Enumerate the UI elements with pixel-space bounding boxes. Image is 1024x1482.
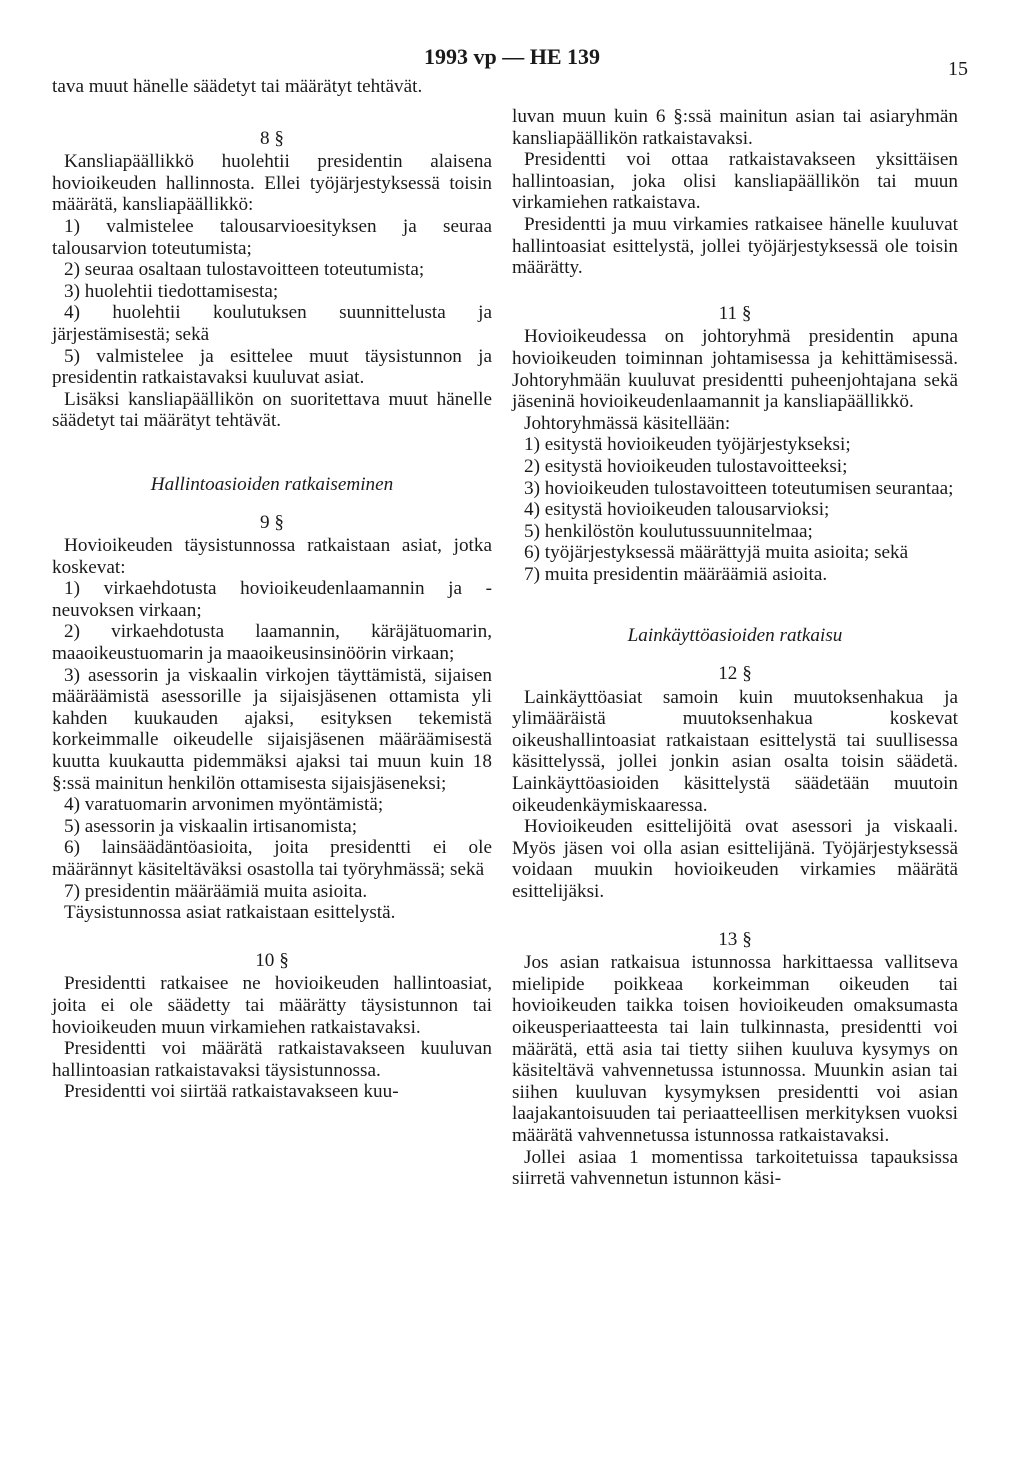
page-number: 15 bbox=[948, 58, 968, 80]
paragraph: 3) huolehtii tiedottamisesta; bbox=[64, 280, 279, 302]
paragraph: 5) asessorin ja viskaalin irtisanomista; bbox=[64, 815, 358, 837]
paragraph: 5) henkilöstön koulutussuunnitelmaa; bbox=[524, 520, 813, 542]
paragraph: 2) esitystä hovioikeuden tulostavoitteeksi; bbox=[524, 455, 848, 477]
paragraph: 2) virkaehdotusta laamannin, käräjätuomarin, maaoikeustuomarin ja maaoikeusinsinöörin virkaan; bbox=[52, 621, 492, 665]
paragraph: 7) presidentin määräämiä muita asioita. bbox=[64, 880, 368, 902]
paragraph: Kansliapäällikkö huolehtii presidentin alaisena hovioikeuden hallinnosta. Ellei työjärjestyksessä toisin määrätä, kansliapäällikkö: bbox=[52, 151, 492, 216]
paragraph: Hovioikeuden esittelijöitä ovat asessori ja viskaali. Myös jäsen voi olla asian esittelijänä. Työjärjestyksessä voidaan muukin hovioikeuden virkamies määrätä esittelijäksi. bbox=[512, 816, 958, 902]
page-header bbox=[0, 44, 1024, 80]
section-number: 9 § bbox=[260, 511, 284, 533]
paragraph: tava muut hänelle säädetyt tai määrätyt tehtävät. bbox=[52, 76, 423, 97]
section-number: 12 § bbox=[718, 663, 752, 685]
paragraph: Presidentti voi ottaa ratkaistavakseen yksittäisen hallintoasian, joka olisi kansliapäällikön tai muun virkamiehen ratkaistava. bbox=[512, 149, 958, 214]
paragraph: 4) varatuomarin arvonimen myöntämistä; bbox=[64, 794, 384, 816]
paragraph: 4) huolehtii koulutuksen suunnittelusta ja järjestämisestä; sekä bbox=[52, 302, 492, 345]
section-number: 13 § bbox=[718, 928, 752, 950]
paragraph: 6) lainsäädäntöasioita, joita presidentti ei ole määrännyt käsiteltäväksi osastolla tai työryhmässä; sekä bbox=[52, 837, 492, 880]
right-column bbox=[512, 76, 958, 1190]
paragraph: luvan muun kuin 6 §:ssä mainitun asian tai asiaryhmän kansliapäällikön ratkaistavaksi. bbox=[512, 106, 958, 149]
paragraph: 3) hovioikeuden tulostavoitteen toteutumisen seurantaa; bbox=[524, 477, 954, 499]
paragraph: Jollei asiaa 1 momentissa tarkoitetuissa tapauksissa siirretä vahvennetun istunnon käsi- bbox=[512, 1146, 958, 1190]
paragraph: Lisäksi kansliapäällikön on suoritettava muut hänelle säädetyt tai määrätyt tehtävät. bbox=[52, 388, 492, 432]
paragraph: Johtoryhmässä käsitellään: bbox=[524, 412, 731, 434]
paragraph: 7) muita presidentin määräämiä asioita. bbox=[524, 563, 828, 585]
paragraph: 1) valmistelee talousarvioesityksen ja seuraa talousarvion toteutumista; bbox=[52, 215, 492, 259]
left-column bbox=[52, 76, 492, 1103]
paragraph: 3) asessorin ja viskaalin virkojen täyttämistä, sijaisen määräämistä asessorille ja sijaisjäsenen ottamista yli kahden kuukauden ajaksi, esityksen tekemistä korkeimmalle oikeudelle sijaisjäsenen määräämisestä kuutta kuukautta pidemmäksi ajaksi tai muun kuin 18 §:ssä mainitun henkilön ottamisesta sijaisjäseneksi; bbox=[52, 664, 492, 794]
paragraph: 6) työjärjestyksessä määrättyjä muita asioita; sekä bbox=[524, 542, 909, 564]
header-title: 1993 vp — HE 139 bbox=[423, 44, 601, 69]
paragraph: Lainkäyttöasiat samoin kuin muutoksenhakua ja ylimääräistä muutoksenhakua koskevat oikeushallintoasiat ratkaistaan esittelystä tai suullisessa käsittelyssä, jollei jonkin asian osalta toisin säädetä. Lainkäyttöasioiden käsittelystä säädetään muutoin oikeudenkäymiskaaressa. bbox=[512, 686, 958, 816]
paragraph: Jos asian ratkaisua istunnossa harkittaessa vallitseva mielipide poikkeaa korkeimman oikeuden tai hovioikeuden taikka toisen hovioikeuden omaksumasta oikeusperiaatteesta tai lain tulkinnasta, presidentti voi määrätä, että asia tai tietty siihen kuuluva kysymys on käsiteltävä vahvennetussa istunnossa. Muunkin asian tai siihen kuuluvan kysymyksen presidentti voi asian laajakantoisuuden tai periaatteellisen merkityksen vuoksi määrätä vahvennetussa istunnossa ratkaistavaksi. bbox=[512, 952, 958, 1146]
paragraph: Hovioikeuden täysistunnossa ratkaistaan asiat, jotka koskevat: bbox=[52, 535, 492, 578]
paragraph: 1) esitystä hovioikeuden työjärjestykseksi; bbox=[524, 434, 851, 456]
paragraph: 1) virkaehdotusta hovioikeudenlaamannin ja -neuvoksen virkaan; bbox=[52, 578, 492, 621]
paragraph: 4) esitystä hovioikeuden talousarvioksi; bbox=[524, 499, 830, 521]
paragraph: Täysistunnossa asiat ratkaistaan esittelystä. bbox=[64, 902, 396, 924]
paragraph: 5) valmistelee ja esittelee muut täysistunnon ja presidentin ratkaistavaksi kuuluvat asiat. bbox=[52, 345, 492, 389]
section-heading: Hallintoasioiden ratkaiseminen bbox=[150, 473, 394, 495]
section-heading: Lainkäyttöasioiden ratkaisu bbox=[627, 625, 843, 647]
paragraph: Presidentti voi määrätä ratkaistavakseen kuuluvan hallintoasian ratkaistavaksi täysistunnossa. bbox=[52, 1038, 492, 1081]
paragraph: Hovioikeudessa on johtoryhmä presidentin apuna hovioikeuden toiminnan johtamisessa ja kehittämisessä. Johtoryhmään kuuluvat presidentti puheenjohtajana sekä jäseninä hovioikeudenlaamannit ja kansliapäällikkö. bbox=[512, 326, 958, 413]
paragraph: Presidentti voi siirtää ratkaistavakseen kuu- bbox=[64, 1081, 399, 1103]
section-number: 10 § bbox=[255, 949, 289, 971]
paragraph: 2) seuraa osaltaan tulostavoitteen toteutumista; bbox=[64, 259, 425, 281]
paragraph: Presidentti ratkaisee ne hovioikeuden hallintoasiat, joita ei ole säädetty tai määrätty täysistunnon tai hovioikeuden muun virkamiehen ratkaistavaksi. bbox=[52, 973, 492, 1038]
section-number: 8 § bbox=[260, 127, 284, 149]
section-number: 11 § bbox=[718, 302, 752, 324]
paragraph: Presidentti ja muu virkamies ratkaisee hänelle kuuluvat hallintoasiat esittelystä, jollei työjärjestyksessä ole toisin määrätty. bbox=[512, 213, 958, 279]
